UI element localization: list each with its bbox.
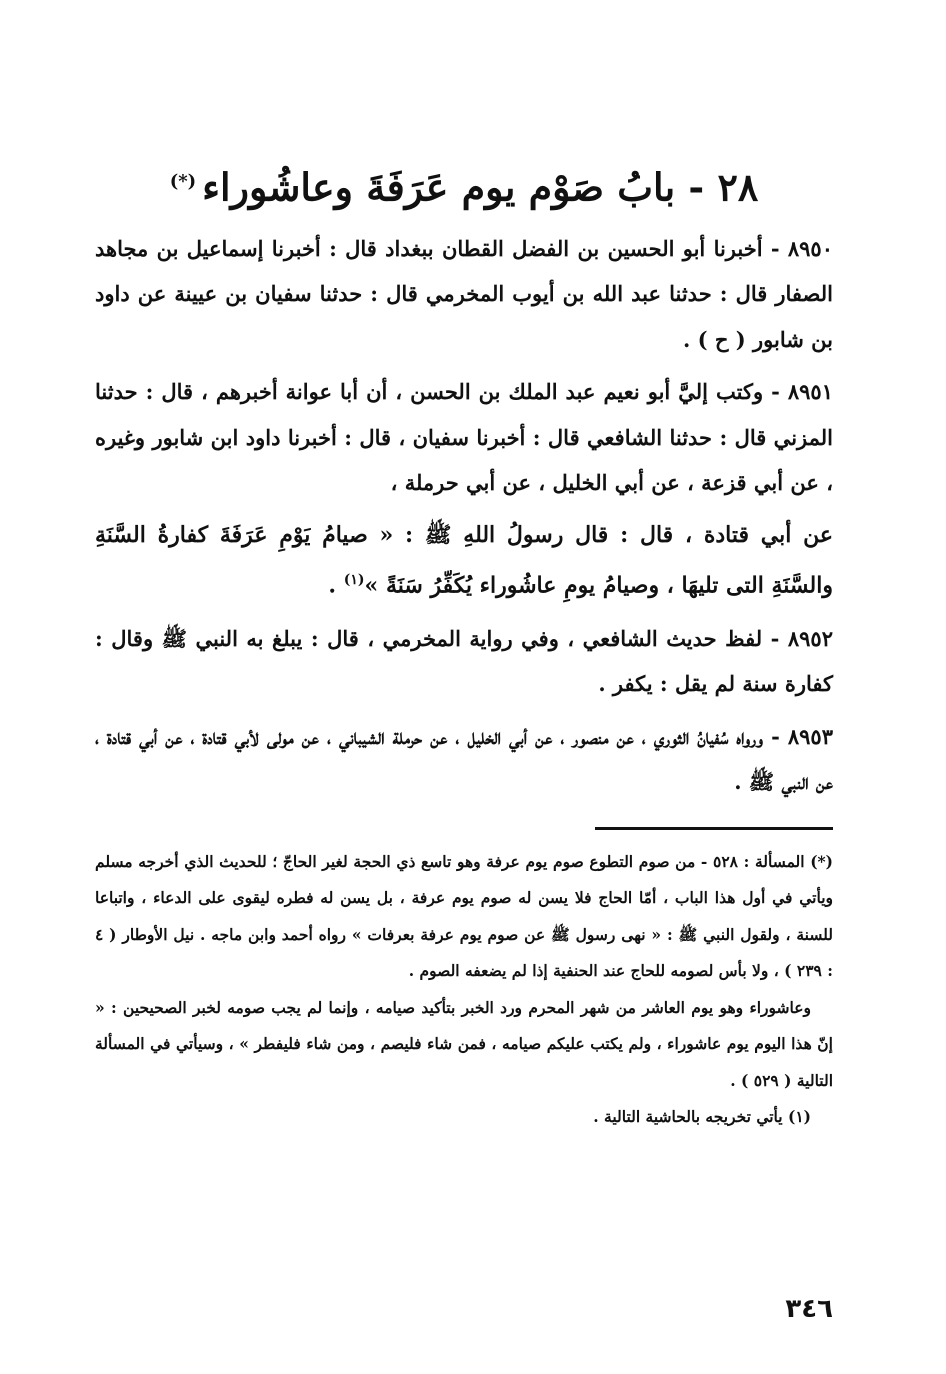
chapter-title-text: ٢٨ - بابُ صَوْم يوم عَرَفَةَ وعاشُوراء [202,164,759,210]
footnote-divider [595,827,833,830]
hadith-text-paragraph [95,513,833,609]
hadith-paragraph-8950: ٨٩٥٠ - أخبرنا أبو الحسين بن الفضل القطان ببغداد قال : أخبرنا إسماعيل بن مجاهد الصفار قال : حدثنا عبد الله بن أيوب المخرمي قال : حدثنا سفيان بن عيينة عن داود بن شابور ( ح ) . [95,235,833,352]
hadith-text: عن أبي قتادة ، قال : قال رسولُ اللهِ ﷺ : « صيامُ يَوْمِ عَرَفَةَ كفارةُ السَّنَةِ والسَّنَةِ التى تليهَا ، وصيامُ يومِ عاشُوراء يُكَفِّرُ سَنَةً » [95,521,833,599]
footnote-lead: (*) المسألة : ٥٢٨ [713,851,833,871]
chapter-footnote-marker: (*) [169,171,197,192]
footnote-body: - من صوم التطوع صوم يوم عرفة وهو تاسع ذي الحجة لغير الحاجّ ؛ للحديث الذي أخرجه مسلم ويأتي في أول هذا الباب ، أمّا الحاج فلا يسن له صوم يوم عرفة ، بل يسن له فطره ليقوى على الدعاء ، واتباعا للسنة ، ولقول النبي ﷺ : « نهى رسول ﷺ عن صوم يوم عرفة بعرفات » رواه أحمد وابن ماجه . نيل الأوطار ( ٤ : ٢٣٩ ) ، ولا بأس لصومه للحاج عند الحنفية إذا لم يضعفه الصوم . [95,851,833,981]
footnote-issue-528 [95,844,833,990]
hadith-paragraph-8951: ٨٩٥١ - وكتب إليَّ أبو نعيم عبد الملك بن الحسن ، أن أبا عوانة أخبرهم ، قال : حدثنا المزني قال : حدثنا الشافعي قال : أخبرنا سفيان ، قال : أخبرنا داود ابن شابور وغيره ، عن أبي قزعة ، عن أبي الخليل ، عن أبي حرملة ، [95,379,833,496]
footnotes-section [95,844,833,1136]
document-page [95,150,833,1136]
hadith-text-tail: . [328,572,344,599]
footnote-1: (١) يأتي تخريجه بالحاشية التالية . [593,1107,811,1127]
chapter-title [95,150,833,220]
page-number: ٣٤٦ [785,1294,833,1324]
footnote-reference-1: (١) [343,572,365,589]
hadith-paragraph-8953: ٨٩٥٣ - ورواه سُفيانُ الثوري ، عن منصور ، عن أبي الخليل ، عن حرملة الشيباني ، عن مولى لأبي قتادة ، عن أبي قتادة ، عن النبي ﷺ . [95,723,833,795]
hadith-paragraph-8952: ٨٩٥٢ - لفظ حديث الشافعي ، وفي رواية المخرمي ، قال : يبلغ به النبي ﷺ وقال : كفارة سنة لم يقل : يكفر . [95,625,833,697]
footnote-ashura: وعاشوراء وهو يوم العاشر من شهر المحرم ورد الخبر بتأكيد صيامه ، وإنما لم يجب صومه لخبر الصحيحين : « إنّ هذا اليوم يوم عاشوراء ، ولم يكتب عليكم صيامه ، فمن شاء فليصم ، ومن شاء فليفطر » ، وسيأتي في المسألة التالية ( ٥٢٩ ) . [95,997,833,1090]
